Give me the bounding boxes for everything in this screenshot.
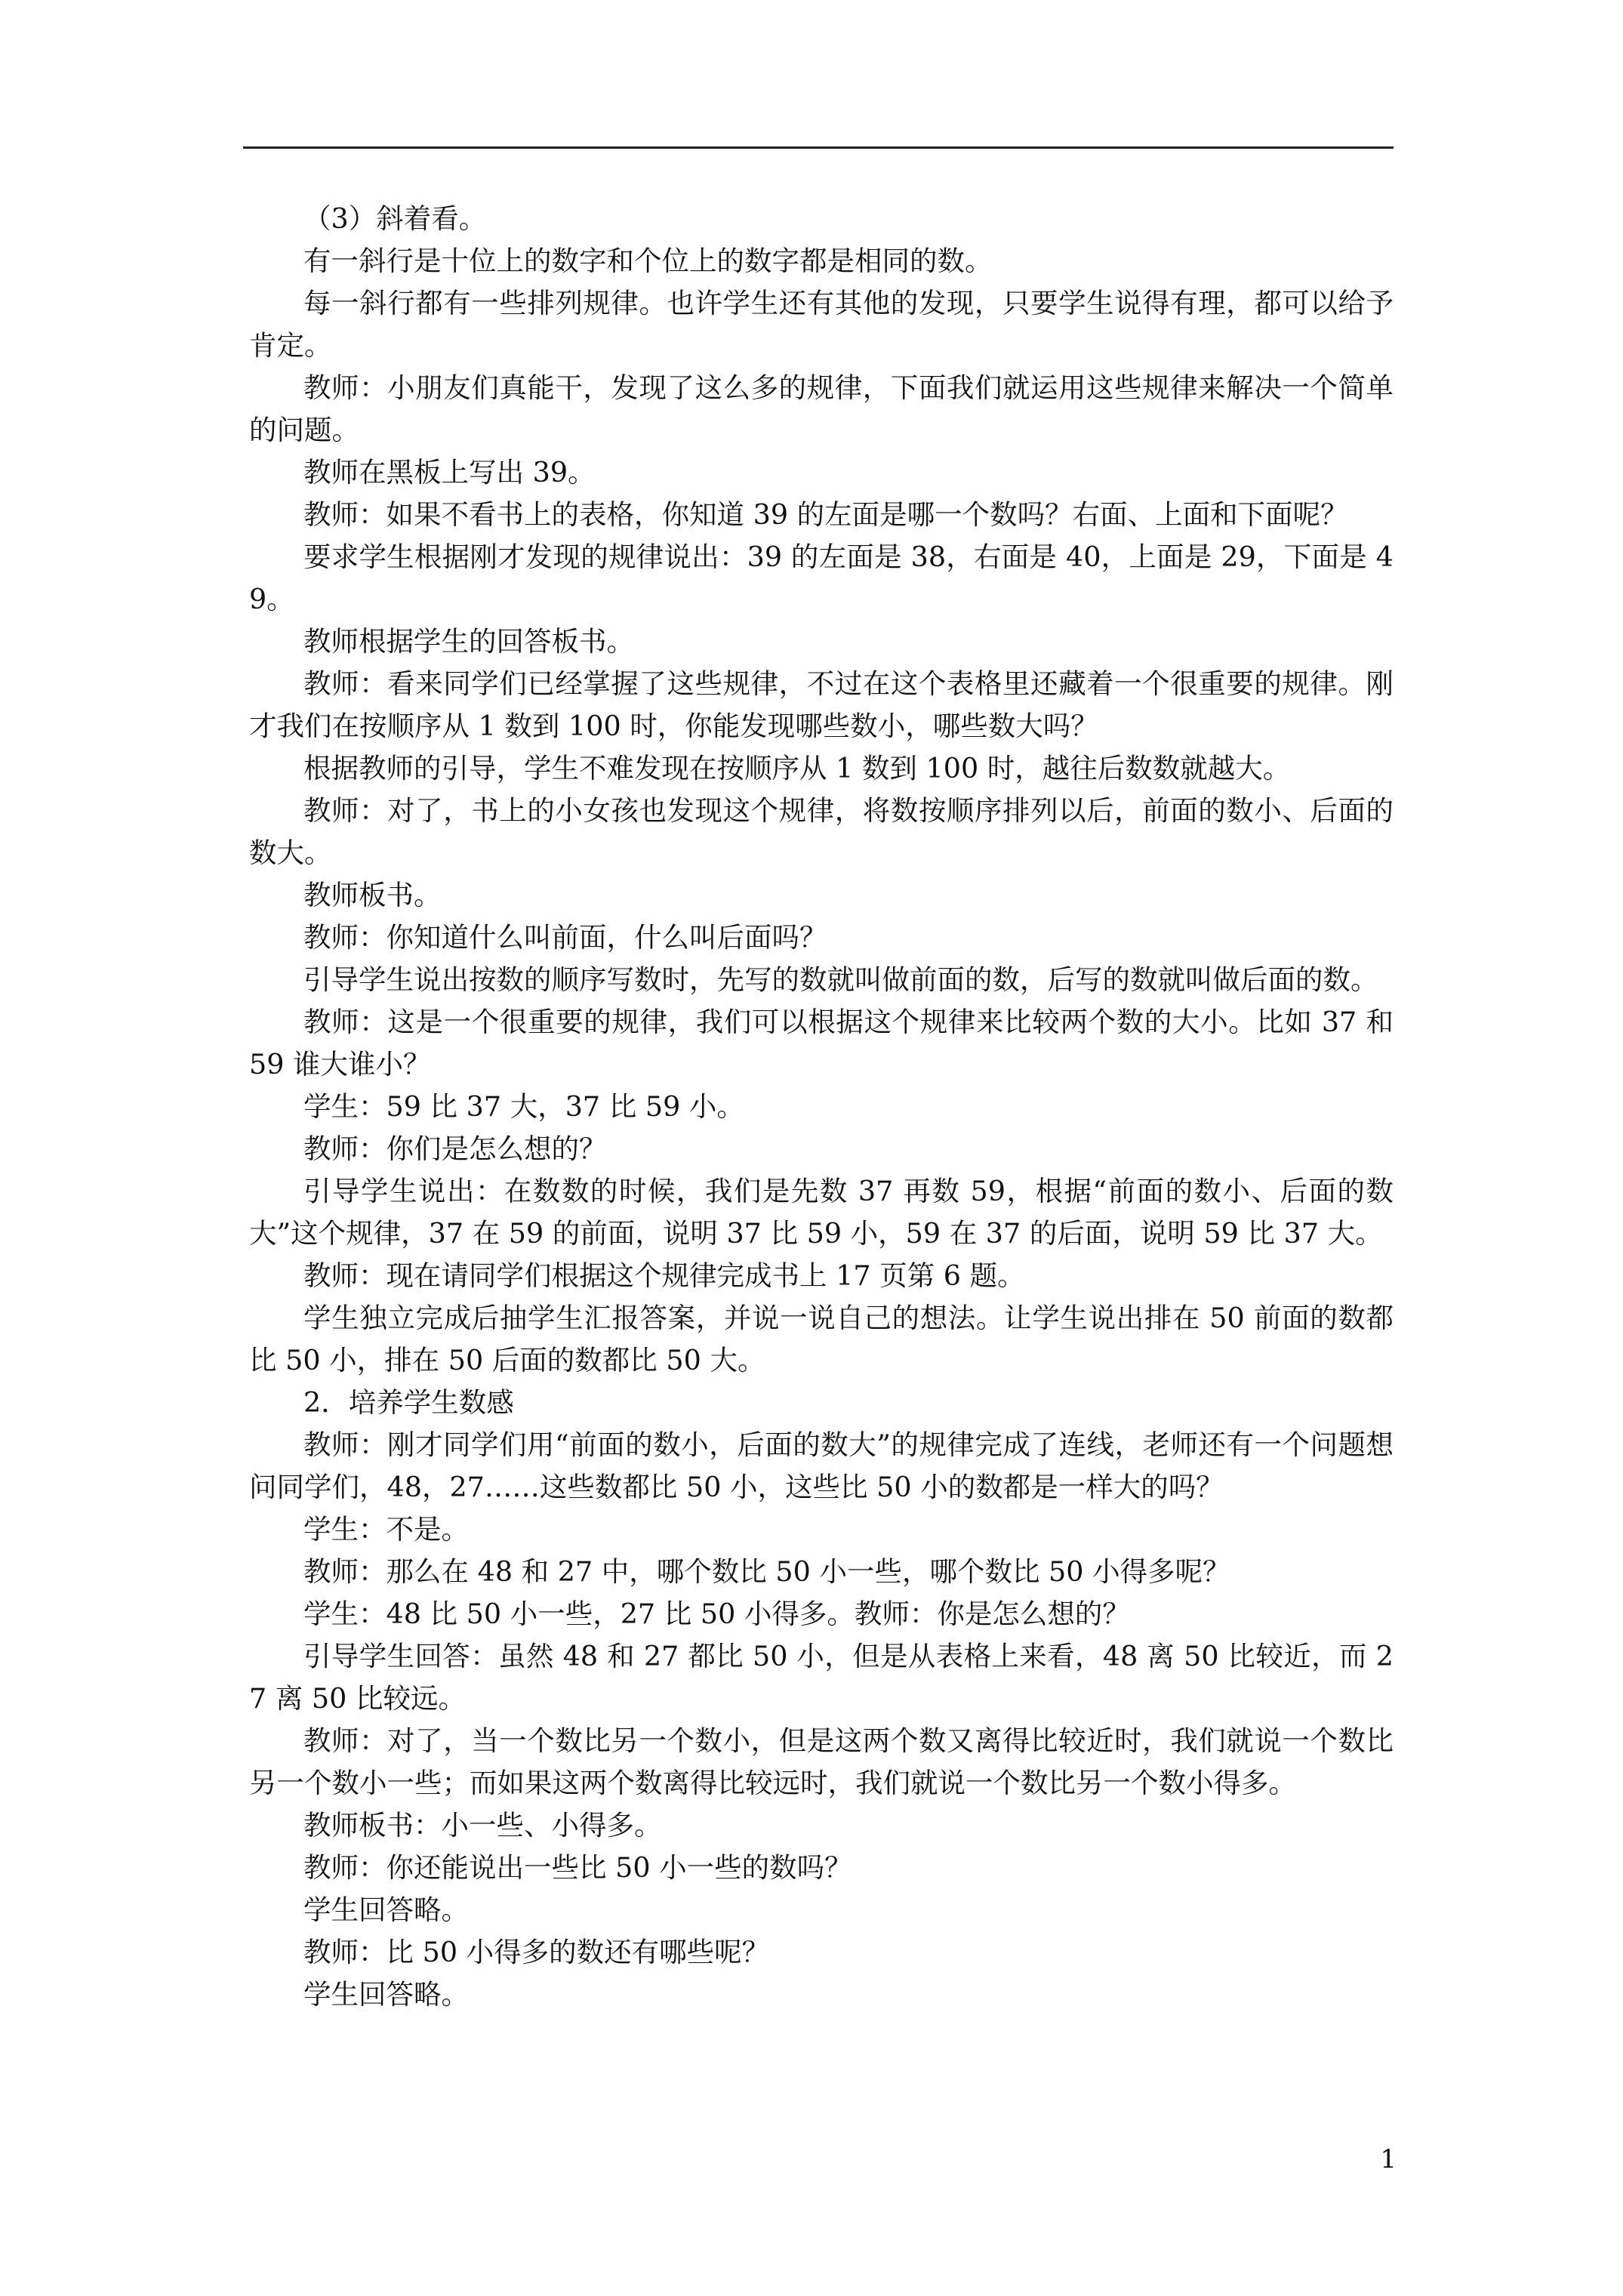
paragraph: 教师：如果不看书上的表格，你知道 39 的左面是哪一个数吗？右面、上面和下面呢？: [303, 498, 1348, 531]
paragraph: 学生回答略。: [303, 1894, 469, 1926]
paragraph: 教师：你还能说出一些比 50 小一些的数吗？: [303, 1851, 852, 1884]
paragraph: （3）斜着看。: [303, 202, 487, 235]
paragraph: 教师：小朋友们真能干，发现了这么多的规律，下面我们就运用这些规律来解决一个简单的问题。: [249, 371, 1394, 446]
header-rule: [243, 146, 1394, 149]
paragraph: 教师板书。: [303, 879, 442, 911]
paragraph: 教师板书：小一些、小得多。: [303, 1809, 662, 1841]
paragraph: 教师：刚才同学们用“前面的数小，后面的数大”的规律完成了连线，老师还有一个问题想问同学们，48，27……这些数都比 50 小，这些比 50 小的数都是一样大的吗？: [249, 1428, 1394, 1503]
paragraph: 教师：现在请同学们根据这个规律完成书上 17 页第 6 题。: [303, 1259, 1025, 1292]
paragraph: 引导学生回答：虽然 48 和 27 都比 50 小，但是从表格上来看，48 离 50 比较近，而 27 离 50 比较远。: [249, 1640, 1394, 1715]
paragraph: 教师：看来同学们已经掌握了这些规律，不过在这个表格里还藏着一个很重要的规律。刚才我们在按顺序从 1 数到 100 时，你能发现哪些数小，哪些数大吗？: [249, 667, 1394, 742]
paragraph: 要求学生根据刚才发现的规律说出：39 的左面是 38，右面是 40，上面是 29，下面是 49。: [249, 541, 1394, 615]
section-heading: 2．培养学生数感: [303, 1386, 514, 1419]
paragraph: 教师：那么在 48 和 27 中，哪个数比 50 小一些，哪个数比 50 小得多呢？: [303, 1555, 1230, 1588]
paragraph: 学生：不是。: [303, 1513, 469, 1546]
paragraph: 教师：对了，当一个数比另一个数小，但是这两个数又离得比较近时，我们就说一个数比另一个数小一些；而如果这两个数离得比较远时，我们就说一个数比另一个数小得多。: [249, 1724, 1394, 1799]
paragraph: 学生回答略。: [303, 1978, 469, 2011]
paragraph: 教师：你知道什么叫前面，什么叫后面吗？: [303, 921, 827, 954]
paragraph: 教师：这是一个很重要的规律，我们可以根据这个规律来比较两个数的大小。比如 37 和 59 谁大谁小？: [249, 1006, 1394, 1080]
paragraph: 教师：你们是怎么想的？: [303, 1133, 607, 1165]
paragraph: 教师：对了，书上的小女孩也发现这个规律，将数按顺序排列以后，前面的数小、后面的数大。: [249, 794, 1394, 869]
paragraph: 根据教师的引导，学生不难发现在按顺序从 1 数到 100 时，越往后数数就越大。: [303, 752, 1291, 784]
paragraph: 教师：比 50 小得多的数还有哪些呢？: [303, 1936, 770, 1968]
paragraph: 教师在黑板上写出 39。: [303, 456, 596, 488]
paragraph: 学生：59 比 37 大，37 比 59 小。: [303, 1090, 744, 1123]
page-number: 1: [1380, 2144, 1397, 2174]
paragraph: 引导学生说出按数的顺序写数时，先写的数就叫做前面的数，后写的数就叫做后面的数。: [303, 963, 1378, 996]
paragraph: 学生：48 比 50 小一些，27 比 50 小得多。教师：你是怎么想的？: [303, 1598, 1130, 1630]
paragraph: 每一斜行都有一些排列规律。也许学生还有其他的发现，只要学生说得有理，都可以给予肯定。: [249, 287, 1394, 362]
paragraph: 学生独立完成后抽学生汇报答案，并说一说自己的想法。让学生说出排在 50 前面的数都比 50 小，排在 50 后面的数都比 50 大。: [249, 1302, 1394, 1376]
paragraph: 教师根据学生的回答板书。: [303, 625, 634, 658]
paragraph: 有一斜行是十位上的数字和个位上的数字都是相同的数。: [303, 245, 993, 277]
paragraph: 引导学生说出：在数数的时候，我们是先数 37 再数 59，根据“前面的数小、后面的数大”这个规律，37 在 59 的前面，说明 37 比 59 小，59 在 37 的后面，说明 59 比 37 大。: [249, 1175, 1394, 1250]
document-body: [249, 198, 1394, 2016]
